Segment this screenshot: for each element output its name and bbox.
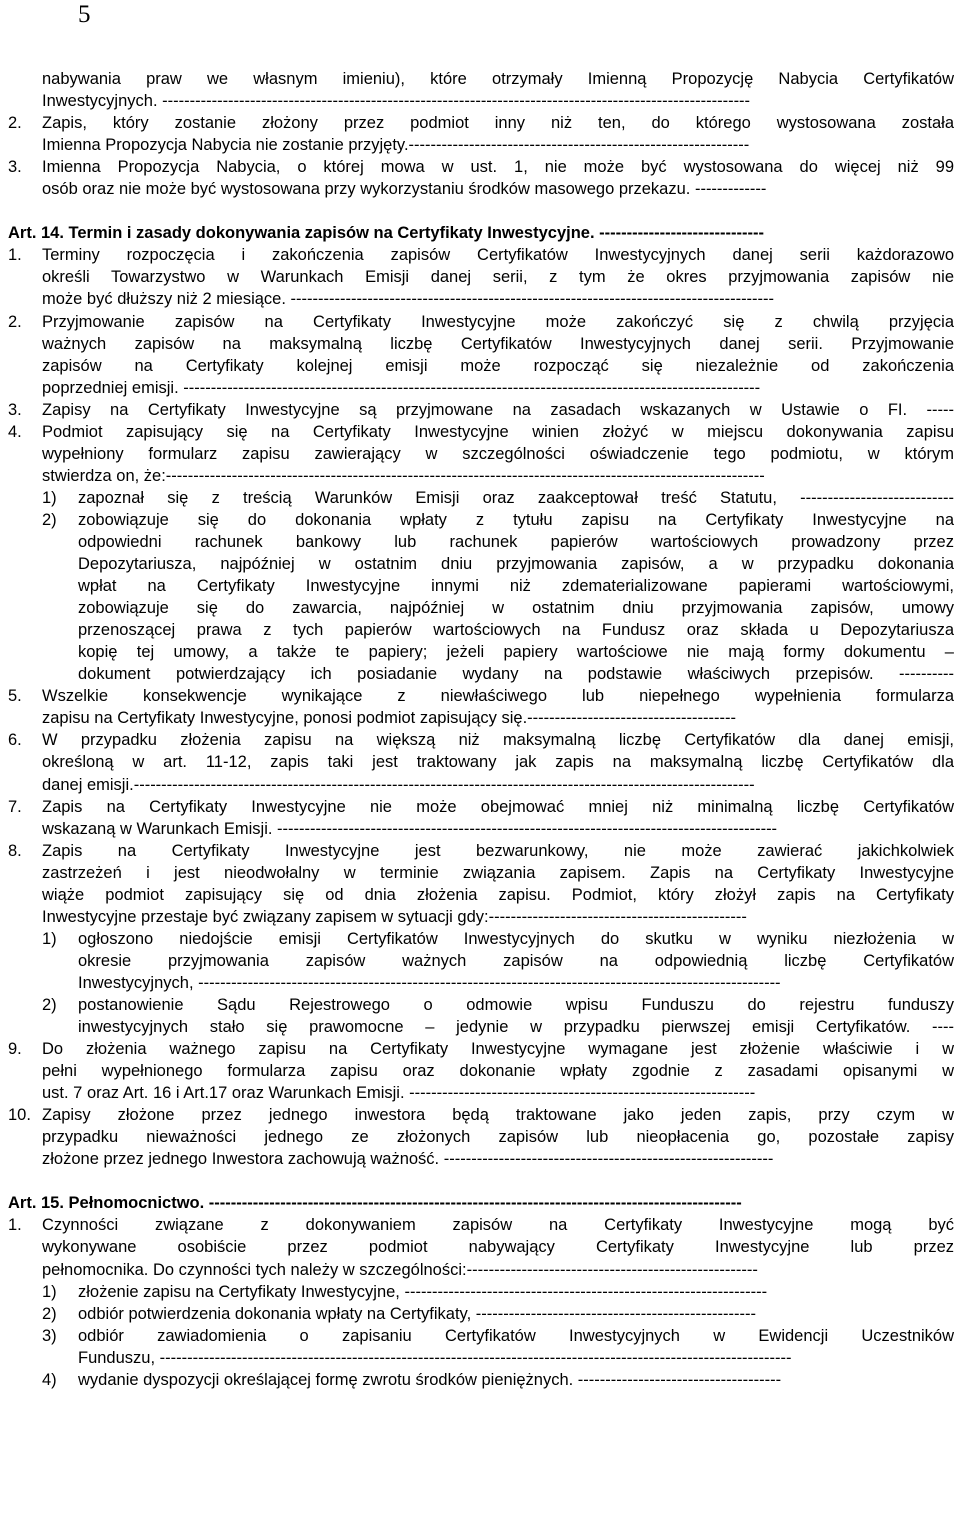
text-line xyxy=(8,1369,954,1391)
text-line xyxy=(8,531,954,553)
text-line xyxy=(8,421,954,443)
text-line xyxy=(8,928,954,950)
paragraph-number: 3. xyxy=(8,158,22,177)
paragraph-number: 9. xyxy=(8,1040,22,1059)
line-text: wydanie dyspozycji określającej formę zwrotu środków pieniężnych. ------------------------------------- xyxy=(78,1370,782,1389)
text-line xyxy=(8,68,954,90)
line-text: postanowienie Sądu Rejestrowego o odmowie wpisu Funduszu do rejestru funduszy xyxy=(78,995,954,1014)
line-text: Zapis, który zostanie złożony przez podmiot inny niż ten, do którego wystosowana została xyxy=(42,114,954,133)
line-text: okresie przyjmowania zapisów ważnych zapisów na odpowiednią liczbę Certyfikatów xyxy=(78,951,954,970)
text-line xyxy=(8,707,954,729)
text-line xyxy=(8,1104,954,1126)
article-heading xyxy=(8,222,954,244)
text-line xyxy=(8,972,954,994)
line-text: zapoznał się z treścią Warunków Emisji oraz zaakceptował treść Statutu, ---------------------------- xyxy=(78,488,954,507)
line-text: Art. 14. Termin i zasady dokonywania zapisów na Certyfikaty Inwestycyjne. ------------------------------ xyxy=(8,224,764,243)
paragraph-number: 2. xyxy=(8,312,22,331)
text-line xyxy=(8,266,954,288)
line-text: Depozytariusza, najpóźniej w ostatnim dniu przyjmowania zapisów, a w przypadku dokonania xyxy=(78,555,954,574)
point-number: 2) xyxy=(42,510,57,529)
text-line xyxy=(8,597,954,619)
line-text: ust. 7 oraz Art. 16 i Art.17 oraz Warunkach Emisji. --------------------------------------------------------------- xyxy=(42,1084,756,1103)
line-text: złożone przez jednego Inwestora zachowują ważność. ------------------------------------------------------------ xyxy=(42,1150,774,1169)
line-text: Zapisy złożone przez jednego inwestora będą traktowane jako jeden zapis, przy czym w xyxy=(42,1106,954,1125)
text-line xyxy=(8,685,954,707)
point-number: 1) xyxy=(42,1282,57,1301)
text-line xyxy=(8,487,954,509)
text-line xyxy=(8,553,954,575)
line-text: Inwestycyjnych. ----------------------------------------------------------------------------------------------------------- xyxy=(42,92,751,111)
line-text: określi Towarzystwo w Warunkach Emisji danej serii, z tym że okres przyjmowania zapisów nie xyxy=(42,268,954,287)
line-text: pełnomocnika. Do czynności tych należy w szczególności:----------------------------------------------------- xyxy=(42,1260,758,1279)
text-line xyxy=(8,90,954,112)
text-line xyxy=(8,288,954,310)
text-line xyxy=(8,641,954,663)
text-line xyxy=(8,1016,954,1038)
text-line xyxy=(8,906,954,928)
line-text: Wszelkie konsekwencje wynikające z niewłaściwego lub niepełnego wypełnienia formularza xyxy=(42,687,954,706)
text-line xyxy=(8,950,954,972)
line-text: W przypadku złożenia zapisu na większą niż maksymalną liczbę Certyfikatów dla danej emisji, xyxy=(42,731,954,750)
text-line xyxy=(8,1325,954,1347)
line-text: poprzedniej emisji. --------------------------------------------------------------------------------------------------------- xyxy=(42,378,761,397)
text-line xyxy=(8,1060,954,1082)
line-text: Przyjmowanie zapisów na Certyfikaty Inwestycyjne może zakończyć się z chwilą przyjęcia xyxy=(42,312,954,331)
line-text: może być dłuższy niż 2 miesiące. ---------------------------------------------------------------------------------------- xyxy=(42,290,775,309)
point-number: 3) xyxy=(42,1326,57,1345)
text-line xyxy=(8,751,954,773)
text-line xyxy=(8,1303,954,1325)
blank-line xyxy=(8,200,954,222)
line-text: stwierdza on, że:------------------------------------------------------------------------------------------------------------- xyxy=(42,466,765,485)
line-text: Inwestycyjnych, ---------------------------------------------------------------------------------------------------------- xyxy=(78,973,781,992)
text-line xyxy=(8,1347,954,1369)
text-line xyxy=(8,994,954,1016)
text-line xyxy=(8,377,954,399)
line-text: nabywania praw we własnym imieniu), które otrzymały Imienną Propozycję Nabycia Certyfikatów xyxy=(42,70,954,88)
line-text: Podmiot zapisujący się na Certyfikaty Inwestycyjne winien złożyć w miejscu dokonywania zapisu xyxy=(42,422,954,441)
text-line xyxy=(8,465,954,487)
text-line xyxy=(8,1082,954,1104)
line-text: zapisu na Certyfikaty Inwestycyjne, ponosi podmiot zapisujący się.-------------------------------------- xyxy=(42,709,736,728)
text-line xyxy=(8,156,954,178)
line-text: złożenie zapisu na Certyfikaty Inwestycyjne, ------------------------------------------------------------------ xyxy=(78,1282,768,1301)
point-number: 1) xyxy=(42,929,57,948)
line-text: Czynności związane z dokonywaniem zapisów na Certyfikaty Inwestycyjne mogą być xyxy=(42,1216,954,1235)
text-line xyxy=(8,244,954,266)
line-text: zobowiązuje się do dokonania wpłaty z tytułu zapisu na Certyfikaty Inwestycyjne na xyxy=(78,510,954,529)
text-line xyxy=(8,509,954,531)
line-text: wiąże podmiot zapisujący się od dnia złożenia zapisu. Podmiot, który złożył zapis na Certyfikaty xyxy=(42,885,954,904)
line-text: odbiór potwierdzenia dokonania wpłaty na Certyfikaty, --------------------------------------------------- xyxy=(78,1304,756,1323)
text-line xyxy=(8,884,954,906)
paragraph-number: 7. xyxy=(8,797,22,816)
page-number: 5 xyxy=(78,1,91,28)
paragraph-number: 4. xyxy=(8,422,22,441)
text-line xyxy=(8,399,954,421)
line-text: zapisów na Certyfikaty kolejnej emisji może rozpocząć się niezależnie od zakończenia xyxy=(42,356,954,375)
text-line xyxy=(8,1214,954,1236)
point-number: 2) xyxy=(42,995,57,1014)
article-heading xyxy=(8,1192,954,1214)
line-text: Do złożenia ważnego zapisu na Certyfikaty Inwestycyjne wymagane jest złożenie właściwie i w xyxy=(42,1040,954,1059)
text-line xyxy=(8,1126,954,1148)
text-line xyxy=(8,443,954,465)
text-line xyxy=(8,311,954,333)
line-text: danej emisji.----------------------------------------------------------------------------------------------------------------- xyxy=(42,775,755,794)
paragraph-number: 3. xyxy=(8,400,22,419)
text-line xyxy=(8,134,954,156)
text-line xyxy=(8,333,954,355)
document-body xyxy=(8,68,954,1391)
blank-line xyxy=(8,1170,954,1192)
paragraph-number: 1. xyxy=(8,1216,22,1235)
line-text: wykonywane osobiście przez podmiot nabywający Certyfikaty Inwestycyjne lub przez xyxy=(42,1238,954,1257)
line-text: Zapis na Certyfikaty Inwestycyjne nie może obejmować mniej niż minimalną liczbę Certyfikatów xyxy=(42,797,954,816)
text-line xyxy=(8,575,954,597)
paragraph-number: 8. xyxy=(8,841,22,860)
line-text: odbiór zawiadomienia o zapisaniu Certyfikatów Inwestycyjnych w Ewidencji Uczestników xyxy=(78,1326,954,1345)
line-text: Funduszu, ------------------------------------------------------------------------------------------------------------------- xyxy=(78,1348,792,1367)
text-line xyxy=(8,1259,954,1281)
line-text: określoną w art. 11-12, zapis taki jest traktowany jak zapis na maksymalną liczbę Certyfikatów dla xyxy=(42,753,954,772)
line-text: wpłat na Certyfikaty Inwestycyjne innymi niż zdematerializowane papierami wartościowymi, xyxy=(78,577,954,596)
point-number: 1) xyxy=(42,488,57,507)
line-text: wypełniony formularz zapisu zawierający w szczególności oświadczenie tego podmiotu, w którym xyxy=(42,444,954,463)
text-line xyxy=(8,729,954,751)
paragraph-number: 6. xyxy=(8,731,22,750)
line-text: ważnych zapisów na maksymalną liczbę Certyfikatów Inwestycyjnych danej serii. Przyjmowanie xyxy=(42,334,954,353)
text-line xyxy=(8,840,954,862)
text-line xyxy=(8,1038,954,1060)
line-text: odpowiedni rachunek bankowy lub rachunek papierów wartościowych prowadzony przez xyxy=(78,532,954,551)
line-text: Imienna Propozycja Nabycia nie zostanie przyjęty.-------------------------------------------------------------- xyxy=(42,136,750,155)
text-line xyxy=(8,619,954,641)
line-text: Imienna Propozycja Nabycia, o której mowa w ust. 1, nie może być wystosowana do więcej niż 99 xyxy=(42,158,954,177)
text-line xyxy=(8,178,954,200)
text-line xyxy=(8,112,954,134)
line-text: Terminy rozpoczęcia i zakończenia zapisów Certyfikatów Inwestycyjnych danej serii każdorazowo xyxy=(42,246,954,265)
line-text: kopię tej umowy, a także te papiery; jeżeli papiery wartościowe nie mają formy dokumentu – xyxy=(78,643,954,662)
text-line xyxy=(8,1281,954,1303)
line-text: osób oraz nie może być wystosowana przy wykorzystaniu środków masowego przekazu. ------------- xyxy=(42,180,767,199)
point-number: 2) xyxy=(42,1304,57,1323)
line-text: pełni wypełnionego formularza zapisu oraz dokonanie wpłaty zgodnie z zasadami opisanymi w xyxy=(42,1062,954,1081)
text-line xyxy=(8,774,954,796)
text-line xyxy=(8,796,954,818)
paragraph-number: 2. xyxy=(8,114,22,133)
line-text: zastrzeżeń i jest nieodwołalny w terminie związania zapisem. Zapis na Certyfikaty Inwestycyjne xyxy=(42,863,954,882)
text-line xyxy=(8,663,954,685)
text-line xyxy=(8,355,954,377)
line-text: Zapis na Certyfikaty Inwestycyjne jest bezwarunkowy, nie może zawierać jakichkolwiek xyxy=(42,841,954,860)
line-text: inwestycyjnych stało się prawomocne – jedynie w przypadku pierwszej emisji Certyfikatów. ---- xyxy=(78,1018,954,1037)
text-line xyxy=(8,818,954,840)
line-text: Zapisy na Certyfikaty Inwestycyjne są przyjmowane na zasadach wskazanych w Ustawie o FI. ----- xyxy=(42,400,954,419)
line-text: przenoszącej prawa z tych papierów wartościowych na Fundusz oraz składa u Depozytariusza xyxy=(78,621,954,640)
line-text: Inwestycyjne przestaje być związany zapisem w sytuacji gdy:----------------------------------------------- xyxy=(42,907,747,926)
line-text: dokument potwierdzający ich posiadanie wydany na podstawie właściwych przepisów. ---------- xyxy=(78,665,954,684)
text-line xyxy=(8,1236,954,1258)
line-text: zobowiązuje się do zawarcia, najpóźniej w ostatnim dniu przyjmowania zapisów, umowy xyxy=(78,599,954,618)
paragraph-number: 10. xyxy=(8,1106,31,1125)
line-text: ogłoszono niedojście emisji Certyfikatów Inwestycyjnych do skutku w wyniku niezłożenia w xyxy=(78,929,954,948)
paragraph-number: 1. xyxy=(8,246,22,265)
point-number: 4) xyxy=(42,1370,57,1389)
line-text: Art. 15. Pełnomocnictwo. ------------------------------------------------------------------------------------------------- xyxy=(8,1194,742,1213)
text-line xyxy=(8,1148,954,1170)
text-line xyxy=(8,862,954,884)
paragraph-number: 5. xyxy=(8,687,22,706)
line-text: przypadku nieważności jednego ze złożonych zapisów lub nieopłacenia go, pozostałe zapisy xyxy=(42,1128,954,1147)
line-text: wskazaną w Warunkach Emisji. ------------------------------------------------------------------------------------------- xyxy=(42,819,778,838)
